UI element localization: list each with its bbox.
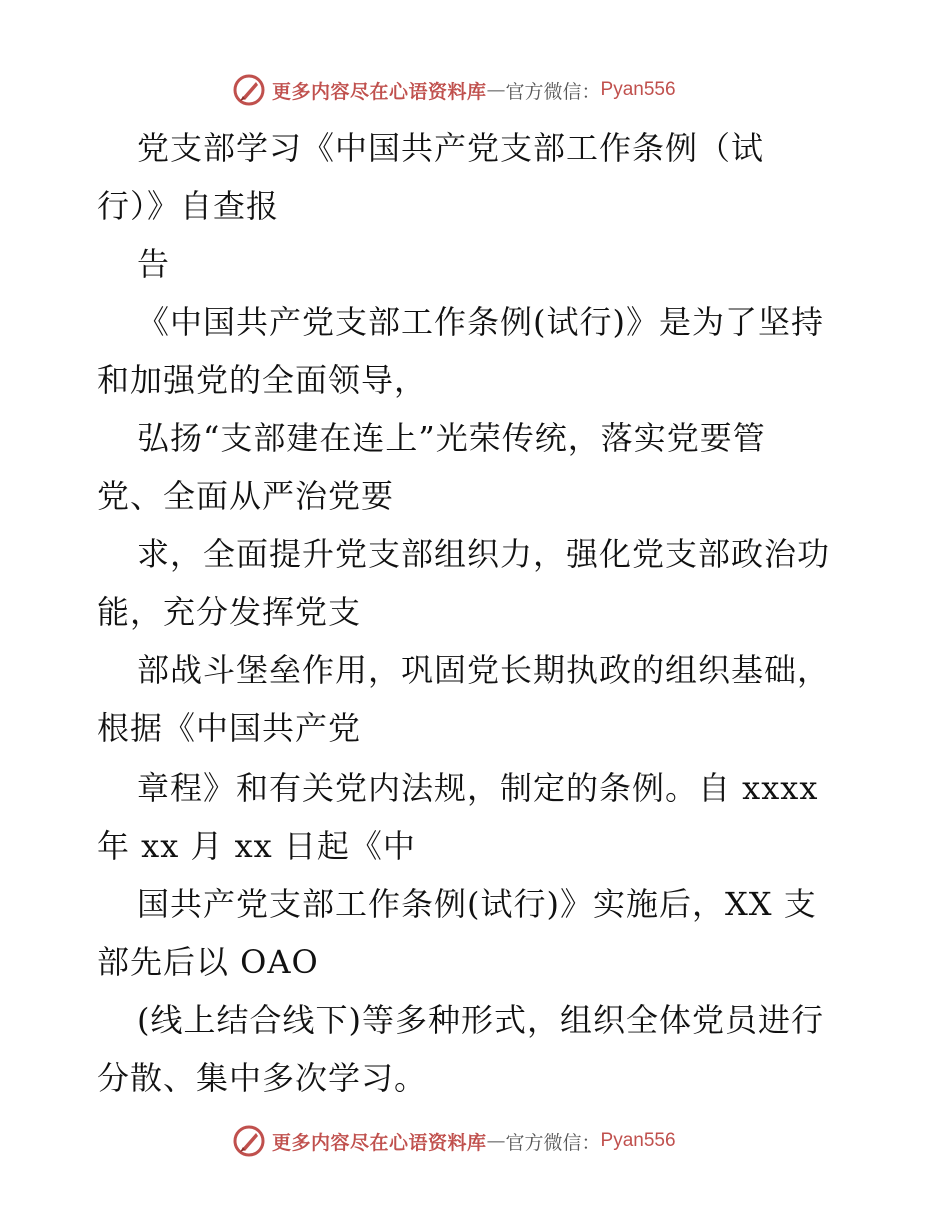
paragraph-line: 部先后以 OAO: [97, 943, 319, 981]
paragraph-line: 能，充分发挥党支: [97, 593, 362, 631]
paragraph-line: 和加强党的全面领导，: [97, 361, 428, 399]
watermark-wechat-id: Pyan556: [600, 1130, 676, 1151]
watermark-wechat-label: 官方微信: [505, 80, 582, 103]
paragraph-line: 弘扬“支部建在连上”光荣传统，落实党要管: [137, 419, 766, 457]
watermark-brand-text: 更多内容尽在心语资料库: [272, 1131, 487, 1154]
document-title-line-2: 行）》自查报: [97, 187, 280, 225]
watermark-wechat-id: Pyan556: [600, 79, 676, 100]
paragraph-line: 根据《中国共产党: [97, 709, 362, 747]
watermark-separator: —: [486, 79, 506, 101]
watermark-wechat-label: 官方微信: [505, 1131, 582, 1154]
watermark-colon: ：: [581, 1131, 601, 1154]
paragraph-line: 部战斗堡垒作用，巩固党长期执政的组织基础，: [137, 651, 831, 689]
watermark-colon: ：: [581, 80, 601, 103]
watermark-separator: —: [486, 1130, 506, 1152]
document-title-line-3: 告: [137, 245, 171, 283]
paragraph-line: 分散、集中多次学习。: [97, 1059, 428, 1097]
paragraph-line: 《中国共产党支部工作条例(试行)》是为了坚持: [137, 303, 824, 341]
document-title-line-1: 党支部学习《中国共产党支部工作条例（试: [137, 129, 765, 167]
paragraph-line: 年 xx 月 xx 日起《中: [97, 827, 416, 865]
footer-watermark: [232, 1123, 676, 1159]
paragraph-line: 党、全面从严治党要: [97, 477, 395, 515]
paragraph-line: 章程》和有关党内法规，制定的条例。自 xxxx: [137, 769, 819, 807]
paragraph-line: 国共产党支部工作条例(试行)》实施后，XX 支: [137, 885, 817, 923]
paragraph-line: 求，全面提升党支部组织力，强化党支部政治功: [137, 535, 831, 573]
paragraph-line: (线上结合线下)等多种形式，组织全体党员进行: [137, 1001, 824, 1039]
quill-pen-logo-icon: [232, 1124, 266, 1158]
watermark-brand-text: 更多内容尽在心语资料库: [272, 80, 487, 103]
